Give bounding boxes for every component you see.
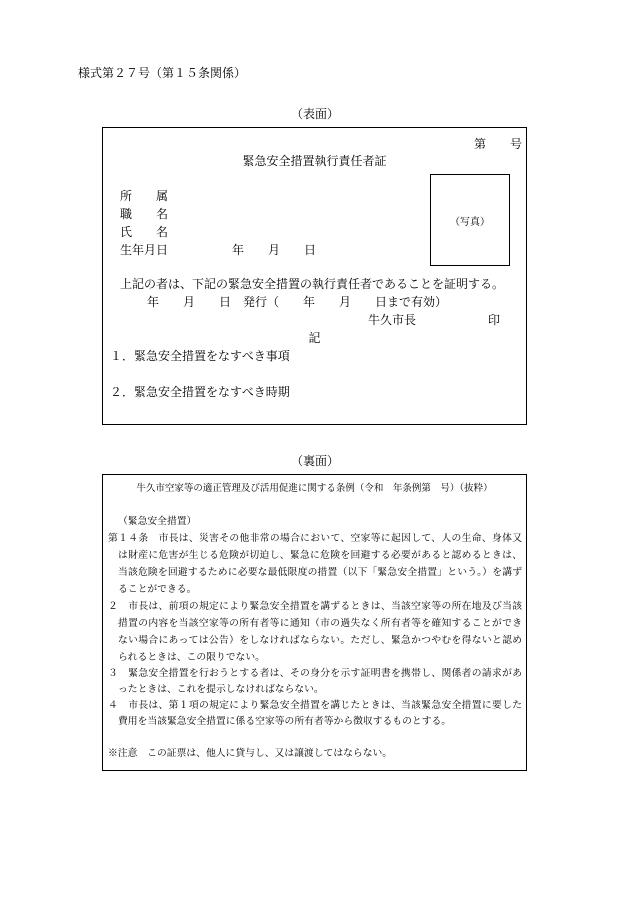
paragraph-line: 措置の内容を当該空家等の所有者等に通知（市の過失なく所有者等を確知することができ bbox=[118, 618, 522, 629]
paragraph-line: ４ 市長は、第１項の規定により緊急安全措置を講じたときは、当該緊急安全措置に要した bbox=[108, 700, 522, 711]
certification-statement: 上記の者は、下記の緊急安全措置の執行責任者であることを証明する。 bbox=[120, 277, 505, 291]
caution-notice: ※注意 この証票は、他人に貸与し、又は譲渡してはならない。 bbox=[108, 748, 393, 759]
photo-label: （写真） bbox=[450, 216, 490, 228]
field-value-birthdate: 年 月 日 bbox=[232, 243, 317, 257]
paragraph-line: られるときは、この限りでない。 bbox=[118, 652, 265, 663]
paragraph-line: 費用を当該緊急安全措置に係る空家等の所有者等から徴収するものとする。 bbox=[118, 716, 452, 727]
certificate-number-label: 第 号 bbox=[474, 137, 523, 151]
field-label-position: 職 名 bbox=[120, 207, 169, 221]
ordinance-title: 牛久市空家等の適正管理及び活用促進に関する条例（令和 年条例第 号）（抜粋） bbox=[136, 483, 493, 494]
paragraph-line: ない場合にあっては公告）をしなければならない。ただし、緊急かつやむを得ないと認め bbox=[118, 635, 522, 646]
item-matters: １．緊急安全措置をなすべき事項 bbox=[110, 349, 290, 363]
issuer-name: 牛久市長 bbox=[368, 313, 417, 327]
photo-box bbox=[430, 174, 510, 266]
certificate-title: 緊急安全措置執行責任者証 bbox=[242, 154, 387, 168]
ki-heading: 記 bbox=[308, 331, 321, 345]
field-label-birthdate: 生年月日 bbox=[120, 243, 169, 257]
back-side-label: （裏面） bbox=[290, 454, 339, 468]
paragraph-line: 当該危険を回避するために必要な最低限度の措置（以下「緊急安全措置」という。）を講ず bbox=[118, 567, 522, 578]
paragraph-line: は財産に危害が生じる危険が切迫し、緊急に危険を回避する必要があると認めるときは、 bbox=[118, 550, 522, 561]
front-card bbox=[102, 127, 527, 425]
form-number: 様式第２７号（第１５条関係） bbox=[78, 66, 247, 80]
seal-mark: 印 bbox=[488, 313, 501, 327]
issue-validity-line: 年 月 日 発行（ 年 月 日まで有効） bbox=[147, 295, 448, 309]
back-card bbox=[102, 474, 527, 771]
paragraph-line: ったときは、これを提示しなければならない。 bbox=[118, 684, 324, 695]
front-side-label: （表面） bbox=[290, 107, 339, 121]
paragraph-line: ３ 緊急安全措置を行おうとする者は、その身分を示す証明書を携帯し、関係者の請求があ bbox=[108, 668, 522, 679]
field-label-name: 氏 名 bbox=[120, 225, 169, 239]
paragraph-line: ２ 市長は、前項の規定により緊急安全措置を講ずるときは、当該空家等の所在地及び当該 bbox=[108, 601, 522, 612]
paragraph-line: ることができる。 bbox=[118, 584, 197, 595]
article-caption: （緊急安全措置） bbox=[118, 516, 197, 527]
field-label-affiliation: 所 属 bbox=[120, 189, 169, 203]
paragraph-line: 第１４条 市長は、災害その他非常の場合において、空家等に起因して、人の生命、身体又 bbox=[108, 533, 522, 544]
item-period: ２．緊急安全措置をなすべき時期 bbox=[110, 385, 290, 399]
